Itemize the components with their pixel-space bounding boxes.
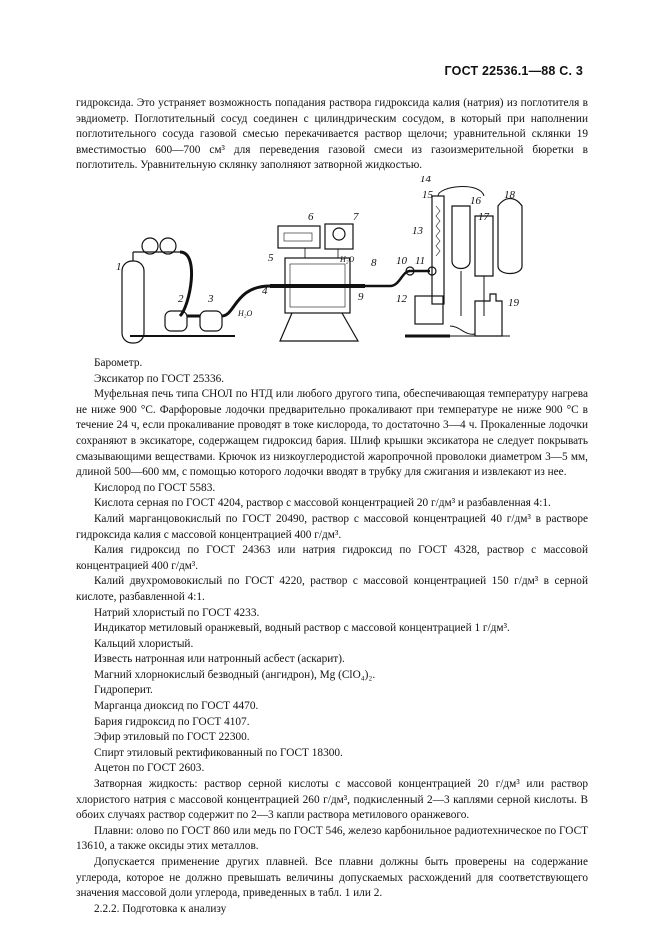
leveling-bottle — [475, 294, 502, 336]
paragraph: Калий двухромовокислый по ГОСТ 4220, раствор с массовой концентрацией 150 г/дм³ в серной кислоте, разбавленной 4:1. — [76, 575, 588, 603]
paragraph: Кислота серная по ГОСТ 4204, раствор с массовой концентрацией 20 г/дм³ и разбавленная 4:1. — [94, 497, 551, 510]
dial-icon — [333, 228, 345, 240]
paragraph: Эксикатор по ГОСТ 25336. — [94, 372, 225, 385]
paragraph: Кислород по ГОСТ 5583. — [94, 481, 216, 494]
label-8: 8 — [371, 257, 377, 269]
section-heading: 2.2.2. Подготовка к анализу — [94, 902, 227, 915]
label-7: 7 — [353, 211, 359, 223]
label-13: 13 — [412, 225, 423, 237]
wash-bottle — [165, 311, 187, 331]
label-16: 16 — [470, 195, 481, 207]
label-11: 11 — [415, 255, 426, 267]
paragraph: Известь натронная или натронный асбест (аскарит). — [94, 653, 345, 666]
gas-burette — [432, 196, 444, 304]
label-9: 9 — [358, 291, 364, 303]
paragraph: Индикатор метиловый оранжевый, водный раствор с массовой концентрацией 1 г/дм³. — [94, 622, 510, 635]
paragraph: Барометр. — [94, 357, 143, 369]
label-15: 15 — [422, 189, 433, 201]
intro-text: гидроксида. Это устраняет возможность попадания раствора гидроксида калия (натрия) из поглотителя в эвдиометр. Поглотительный сосуд соединен с цилиндрическим сосудом, в который при наполнении поглотительного сосуда газовой смесью перекачивается раствор щелочи; уравнительной склянки 19 вместимостью 600—700 см³ для переведения газовой смеси из газоизмерительной бюретки в поглотитель. Уравнительную склянку заполняют затворной жидкостью. — [76, 97, 588, 172]
pump — [415, 296, 443, 324]
label-5: 5 — [268, 252, 274, 264]
page-header: ГОСТ 22536.1—88 С. 3 — [444, 64, 583, 78]
body-text — [76, 356, 588, 917]
label-6: 6 — [308, 211, 314, 223]
paragraph: Калия гидроксид по ГОСТ 24363 или натрия гидроксид по ГОСТ 4328, раствор с массовой концентрацией 400 г/дм³. — [76, 544, 588, 572]
paragraph: Плавни: олово по ГОСТ 860 или медь по ГОСТ 546, железо карбонильное радиотехническое по ГОСТ 13610, а также оксиды этих металлов. — [76, 824, 588, 853]
oxygen-cylinder — [122, 261, 144, 343]
paragraph: Калий марганцовокислый по ГОСТ 20490, раствор с массовой концентрацией 40 г/дм³ в растворе гидроксида калия с массовой концентрацией 400 г/дм³. — [76, 512, 588, 541]
paragraph: Допускается применение других плавней. Все плавни должны быть проверены на содержание углерода, которое не должно превышать величины допускаемых расхождений для соответствующего значения массовой доли углерода, приведенных в табл. 1 или 2. — [76, 856, 588, 900]
paragraph: Бария гидроксид по ГОСТ 4107. — [94, 715, 250, 728]
label-3: 3 — [208, 293, 214, 305]
label-12: 12 — [396, 293, 407, 305]
paragraph: Гидроперит. — [94, 684, 153, 697]
label-19: 19 — [508, 297, 519, 309]
label-18: 18 — [504, 189, 515, 201]
paragraph: Натрий хлористый по ГОСТ 4233. — [94, 606, 260, 619]
label-14: 14 — [420, 176, 431, 185]
apparatus-diagram — [110, 176, 530, 351]
label-1: 1 — [116, 261, 122, 273]
label-17: 17 — [478, 211, 489, 223]
paragraph: Эфир этиловый по ГОСТ 22300. — [94, 731, 250, 744]
h2o-label-top: H₂O — [340, 255, 355, 264]
label-4: 4 — [262, 285, 268, 297]
paragraph: Магний хлорнокислый безводный (ангидрон), Mg (ClO₄)₂. — [94, 668, 376, 681]
paragraph: Затворная жидкость: раствор серной кислоты с массовой концентрацией 20 г/дм³ или раствор хлористого натрия с массовой концентрацией 260 г/дм³, подкисленный 2—3 каплями серной кислоты. В обоих случаях раствор содержит по 2—3 капли раствора метилового оранжевого. — [76, 778, 588, 822]
paragraph: Ацетон по ГОСТ 2603. — [94, 762, 205, 775]
intro-paragraph — [76, 96, 588, 174]
h2o-label-bottom: H₂O — [238, 309, 253, 318]
cylindrical-vessel — [475, 216, 493, 276]
leveling-vessel — [498, 199, 522, 274]
label-2: 2 — [178, 293, 184, 305]
absorber-vessel — [452, 206, 470, 269]
wash-bottle — [200, 311, 222, 331]
paragraph: Кальций хлористый. — [94, 637, 194, 650]
paragraph: Спирт этиловый ректификованный по ГОСТ 18300. — [94, 746, 343, 759]
paragraph: Марганца диоксид по ГОСТ 4470. — [94, 700, 259, 713]
paragraph: Муфельная печь типа СНОЛ по НТД или любого другого типа, обеспечивающая температуру нагрева не ниже 900 °С. Фарфоровые лодочки предварительно прокаливают при температуре не ниже 900 °С в течение 24 ч, если прокаливание проводят в токе кислорода, то достаточно 3—4 ч. Прокаленные лодочки сохраняют в эксикаторе, содержащем гидроксид бария. Шлиф крышки эксикатора не следует покрывать смазывающими веществами. Крючок из низкоуглеродистой жаропрочной проволоки диаметром 3—5 мм, длиной 500—600 мм, с помощью которого лодочки вводят в трубку для сжигания и извлекают из нее. — [76, 388, 588, 479]
label-10: 10 — [396, 255, 407, 267]
